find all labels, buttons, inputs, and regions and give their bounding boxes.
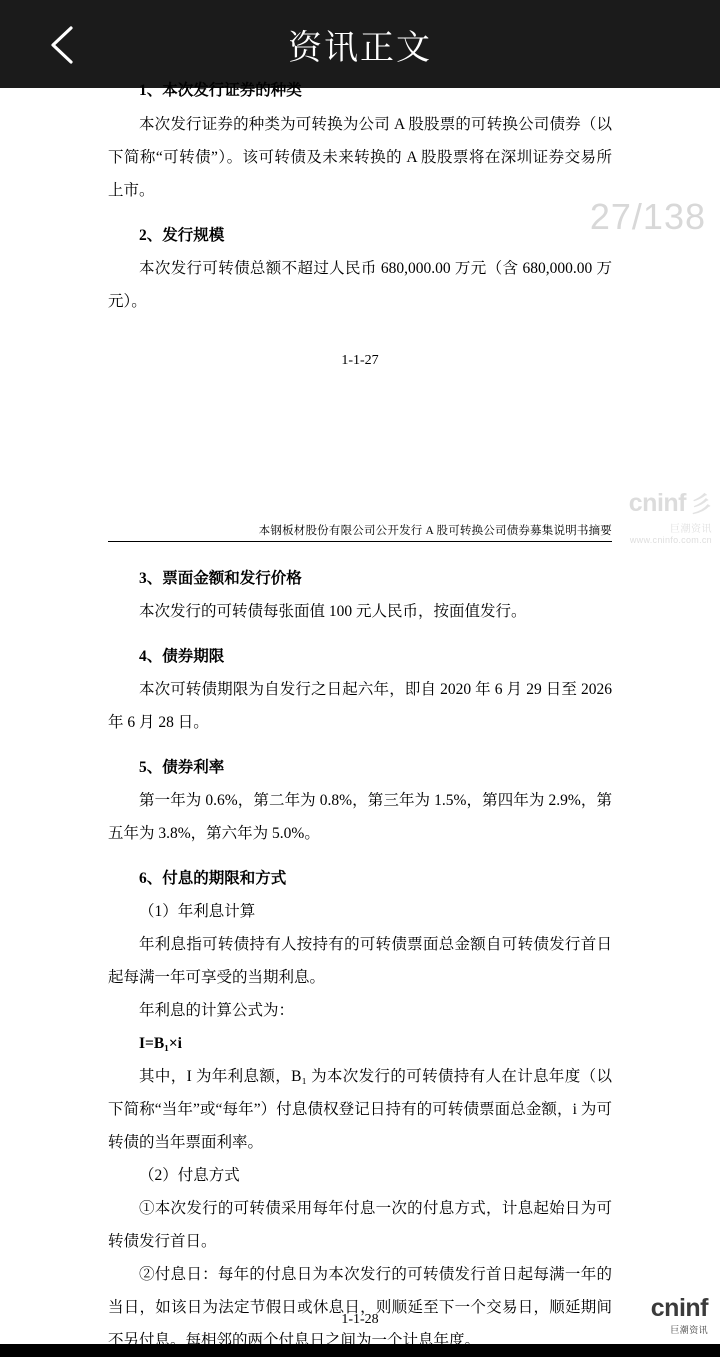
- back-button[interactable]: [34, 20, 90, 70]
- paragraph-payment-method-label: （2）付息方式: [139, 1167, 240, 1184]
- paragraph-payment-method-2: ②付息日：每年的付息日为本次发行的可转债发行首日起每满一年的当日，如该日为法定节假日或休息日，则顺延至下一个交易日，顺延期间不另付息。每相邻的两个付息日之间为一个计息年度。: [108, 1266, 612, 1349]
- paragraph-formula-explain: 其中，I 为年利息额，B₁ 为本次发行的可转债持有人在计息年度（以下简称“当年”或“每年”）付息债权登记日持有的可转债票面总金额，i 为可转债的当年票面利率。: [108, 1068, 612, 1151]
- paragraph-annual-interest-def: 年利息指可转债持有人按持有的可转债票面总金额自可转债发行首日起每满一年可享受的当期利息。: [108, 936, 612, 986]
- paragraph-securities-type: 本次发行证券的种类为可转换为公司 A 股股票的可转换公司债券（以下简称“可转债”）。该可转债及未来转换的 A 股股票将在深圳证券交易所上市。: [108, 116, 612, 199]
- document-page-27: [0, 82, 720, 418]
- page-number-28: 1-1-28: [341, 1312, 379, 1327]
- watermark-logo-icon: 彡: [689, 492, 712, 517]
- watermark-brand-sub: 巨潮资讯: [670, 524, 712, 535]
- heading-issue-scale: 2、发行规模: [139, 227, 225, 244]
- interest-formula: I=B₁×i: [139, 1035, 182, 1052]
- paragraph-formula-intro: 年利息的计算公式为：: [139, 1002, 295, 1019]
- chevron-left-icon: [47, 24, 77, 66]
- watermark-url: www.cninfo.com.cn: [629, 535, 712, 545]
- paragraph-par-value: 本次发行的可转债每张面值 100 元人民币，按面值发行。: [139, 603, 527, 620]
- app-header: [0, 0, 720, 88]
- page-number-27: 1-1-27: [341, 353, 379, 368]
- heading-bond-rate: 5、债券利率: [139, 759, 225, 776]
- footer-brand-sub: 巨潮资讯: [670, 1325, 708, 1335]
- paragraph-annual-interest-label: （1）年利息计算: [139, 903, 256, 920]
- footer-brand: [651, 1294, 708, 1336]
- heading-bond-term: 4、债券期限: [139, 648, 225, 665]
- paragraph-bond-rate: 第一年为 0.6%，第二年为 0.8%，第三年为 1.5%，第四年为 2.9%，第五年为 3.8%，第六年为 5.0%。: [108, 792, 612, 842]
- paragraph-issue-scale: 本次发行可转债总额不超过人民币 680,000.00 万元（含 680,000.00 万元）。: [108, 260, 612, 310]
- document-page-28: [0, 504, 720, 1349]
- document-scroll-area[interactable]: [0, 82, 720, 1349]
- watermark-cninfo: [629, 488, 712, 545]
- footer-brand-name: cninf: [650, 1294, 708, 1322]
- page-break-gap: [0, 418, 720, 504]
- paragraph-bond-term: 本次可转债期限为自发行之日起六年，即自 2020 年 6 月 29 日至 2026 年 6 月 28 日。: [108, 681, 612, 731]
- page-title: 资讯正文: [288, 28, 432, 67]
- running-header: 本钢板材股份有限公司公开发行 A 股可转换公司债券募集说明书摘要: [258, 525, 612, 537]
- heading-interest-payment: 6、付息的期限和方式: [139, 870, 287, 887]
- page-counter: 27/138: [589, 196, 706, 237]
- paragraph-payment-method-1: ①本次发行的可转债采用每年付息一次的付息方式，计息起始日为可转债发行首日。: [108, 1200, 612, 1250]
- heading-par-value: 3、票面金额和发行价格: [139, 570, 302, 587]
- clipped-heading-1: 1、本次发行证券的种类: [139, 82, 302, 99]
- watermark-brand-name: cninf: [628, 489, 686, 517]
